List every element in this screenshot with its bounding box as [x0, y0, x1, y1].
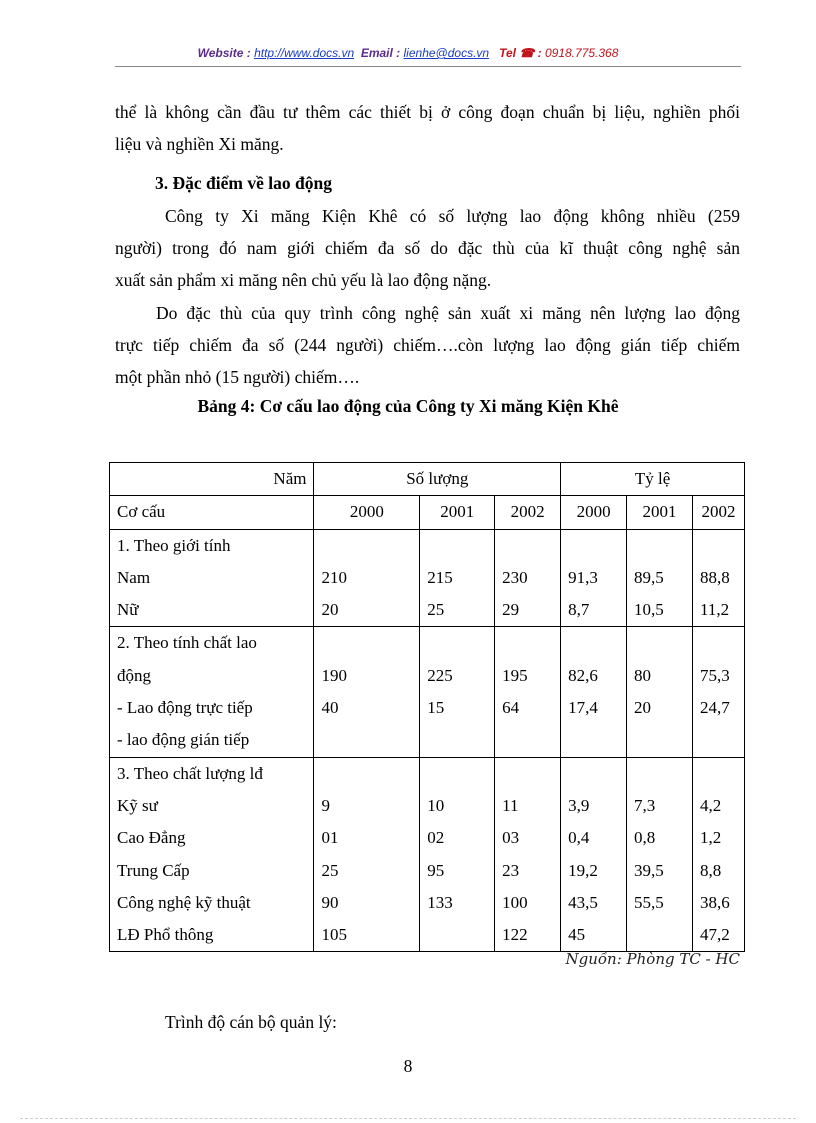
header-so-luong: Số lượng [314, 463, 561, 496]
cell-value: 11,2 [699, 600, 730, 620]
value-cell [314, 529, 420, 627]
value-cell [692, 529, 744, 627]
cell-value [502, 627, 553, 659]
footer-divider [20, 1118, 796, 1119]
row-label: Trung Cấp [117, 860, 190, 880]
cell-value [700, 724, 737, 756]
cell-value [634, 627, 685, 659]
value-cell [314, 627, 420, 757]
value-cell [314, 757, 420, 952]
cell-value: 03 [502, 828, 520, 848]
cell-value: 4,2 [699, 795, 722, 815]
paragraph-1-line-1: thể là không cần đầu tư thêm các thiết bị ở công đoạn chuẩn bị liệu, nghiền phối [115, 102, 740, 122]
value-cell [495, 627, 561, 757]
row-label: Cao Đẳng [117, 828, 186, 848]
cell-value: 0,8 [634, 828, 656, 848]
cell-value: 9 [321, 795, 330, 815]
header-year-label: Năm [110, 463, 314, 496]
website-link[interactable]: http://www.docs.vn [254, 46, 355, 60]
cell-value [700, 530, 737, 562]
cell-value [502, 530, 553, 562]
header-co-cau: Cơ cấu [110, 496, 314, 529]
cell-value [700, 627, 737, 659]
cell-value: 89,5 [634, 567, 664, 587]
table-caption: Bảng 4: Cơ cấu lao động của Công ty Xi măng Kiện Khê [197, 396, 619, 416]
cell-value: 190 [321, 665, 347, 685]
cell-value: 91,3 [568, 567, 598, 587]
cell-value: 122 [502, 925, 528, 945]
cell-value [700, 758, 737, 790]
header-year: 2001 [627, 496, 693, 529]
cell-value [321, 627, 412, 659]
value-cell [692, 757, 744, 952]
cell-value [634, 919, 685, 951]
value-cell [627, 529, 693, 627]
paragraph-2-line-1: Công ty Xi măng Kiện Khê có số lượng lao động không nhiều (259 [165, 206, 740, 226]
cell-value: 215 [427, 567, 453, 587]
table-group-row [110, 757, 745, 952]
cell-value: 133 [427, 892, 453, 912]
cell-value: 17,4 [568, 698, 598, 718]
cell-value: 02 [427, 828, 445, 848]
cell-value: 64 [502, 698, 520, 718]
header-year: 2002 [495, 496, 561, 529]
cell-value [568, 627, 619, 659]
row-label: Công nghệ kỹ thuật [117, 892, 251, 912]
cell-value: 225 [427, 665, 453, 685]
value-cell [692, 627, 744, 757]
paragraph-1-line-2: liệu và nghiền Xi măng. [115, 134, 284, 154]
value-cell [627, 757, 693, 952]
cell-value: 24,7 [699, 698, 730, 718]
cell-value: 01 [321, 828, 339, 848]
cell-value: 45 [568, 925, 586, 945]
cell-value: 10,5 [634, 600, 664, 620]
row-label: Kỹ sư [117, 795, 158, 815]
tel-label: Tel ☎ : [499, 46, 542, 60]
value-cell [561, 529, 627, 627]
cell-value [427, 724, 487, 756]
cell-value: 47,2 [699, 925, 730, 945]
cell-value: 75,3 [699, 665, 730, 685]
cell-value: 8,8 [699, 860, 722, 880]
cell-value: 82,6 [568, 665, 598, 685]
paragraph-3-line-2: trực tiếp chiếm đa số (244 người) chiếm….còn lượng lao động gián tiếp chiếm [115, 335, 740, 355]
header-year: 2001 [420, 496, 495, 529]
cell-value: 19,2 [568, 860, 598, 880]
cell-value [502, 758, 553, 790]
cell-value: 0,4 [568, 828, 590, 848]
paragraph-3-line-1: Do đặc thù của quy trình công nghệ sản xuất xi măng nên lượng lao động [156, 303, 740, 323]
cell-value: 230 [502, 567, 528, 587]
header-year: 2000 [561, 496, 627, 529]
paragraph-2-line-3: xuất sản phẩm xi măng nên chủ yếu là lao động nặng. [115, 270, 492, 290]
cell-value: 210 [321, 567, 347, 587]
cell-value: 3,9 [568, 795, 590, 815]
cell-value [634, 758, 685, 790]
header-year: 2002 [692, 496, 744, 529]
trinh-do-line: Trình độ cán bộ quản lý: [165, 1012, 337, 1032]
value-cell [627, 627, 693, 757]
value-cell [561, 757, 627, 952]
cell-value: 20 [321, 600, 339, 620]
value-cell [495, 529, 561, 627]
row-label: 2. Theo tính chất lao [117, 633, 257, 653]
cell-value: 55,5 [634, 892, 664, 912]
header-divider [115, 66, 741, 67]
cell-value: 195 [502, 665, 528, 685]
tel-value: 0918.775.368 [544, 46, 619, 60]
row-labels [110, 627, 314, 757]
cell-value [321, 724, 412, 756]
row-label: 1. Theo giới tính [117, 535, 231, 555]
email-label: Email : [360, 46, 401, 60]
row-labels [110, 757, 314, 952]
cell-value: 25 [321, 860, 339, 880]
email-link[interactable]: lienhe@docs.vn [403, 46, 490, 60]
cell-value: 29 [502, 600, 520, 620]
cell-value: 7,3 [634, 795, 656, 815]
value-cell [420, 529, 495, 627]
header-ty-le: Tỷ lệ [561, 463, 745, 496]
cell-value [634, 724, 685, 756]
row-label: động [117, 665, 151, 685]
cell-value [502, 724, 553, 756]
cell-value: 38,6 [699, 892, 730, 912]
value-cell [561, 627, 627, 757]
cell-value: 10 [427, 795, 445, 815]
cell-value: 43,5 [568, 892, 598, 912]
cell-value: 11 [502, 795, 519, 815]
cell-value [634, 530, 685, 562]
cell-value: 39,5 [634, 860, 664, 880]
page-header [0, 46, 816, 60]
cell-value: 90 [321, 892, 339, 912]
cell-value: 88,8 [699, 567, 730, 587]
cell-value [568, 530, 619, 562]
page-number: 8 [403, 1056, 413, 1076]
value-cell [495, 757, 561, 952]
table-group-row [110, 627, 745, 757]
cell-value: 80 [634, 665, 652, 685]
cell-value: 15 [427, 698, 445, 718]
cell-value: 105 [321, 925, 347, 945]
cell-value: 20 [634, 698, 652, 718]
header-year: 2000 [314, 496, 420, 529]
labor-structure-table [109, 462, 745, 952]
row-label: Nam [117, 567, 151, 587]
cell-value [427, 758, 487, 790]
cell-value [427, 530, 487, 562]
cell-value [568, 724, 619, 756]
table-source: Nguồn: Phòng TC - HC [565, 950, 740, 968]
value-cell [420, 627, 495, 757]
cell-value: 25 [427, 600, 445, 620]
row-label: 3. Theo chất lượng lđ [117, 763, 263, 783]
cell-value [321, 758, 412, 790]
row-label: - Lao động trực tiếp [117, 698, 253, 718]
cell-value: 23 [502, 860, 520, 880]
cell-value: 8,7 [568, 600, 590, 620]
cell-value: 40 [321, 698, 339, 718]
cell-value [427, 627, 487, 659]
paragraph-2-line-2: người) trong đó nam giới chiếm đa số do đặc thù của kĩ thuật công nghệ sản [115, 238, 740, 258]
cell-value [568, 758, 619, 790]
row-labels [110, 529, 314, 627]
row-label: - lao động gián tiếp [117, 730, 250, 750]
paragraph-3-line-3: một phần nhỏ (15 người) chiếm…. [115, 367, 360, 387]
row-label: Nữ [117, 600, 139, 620]
cell-value: 100 [502, 892, 528, 912]
cell-value [427, 919, 487, 951]
cell-value: 1,2 [699, 828, 722, 848]
cell-value [321, 530, 412, 562]
row-label: LĐ Phổ thông [117, 925, 214, 945]
table-group-row [110, 529, 745, 627]
cell-value: 95 [427, 860, 445, 880]
website-label: Website : [197, 46, 251, 60]
section-heading: 3. Đặc điểm về lao động [155, 173, 332, 193]
value-cell [420, 757, 495, 952]
